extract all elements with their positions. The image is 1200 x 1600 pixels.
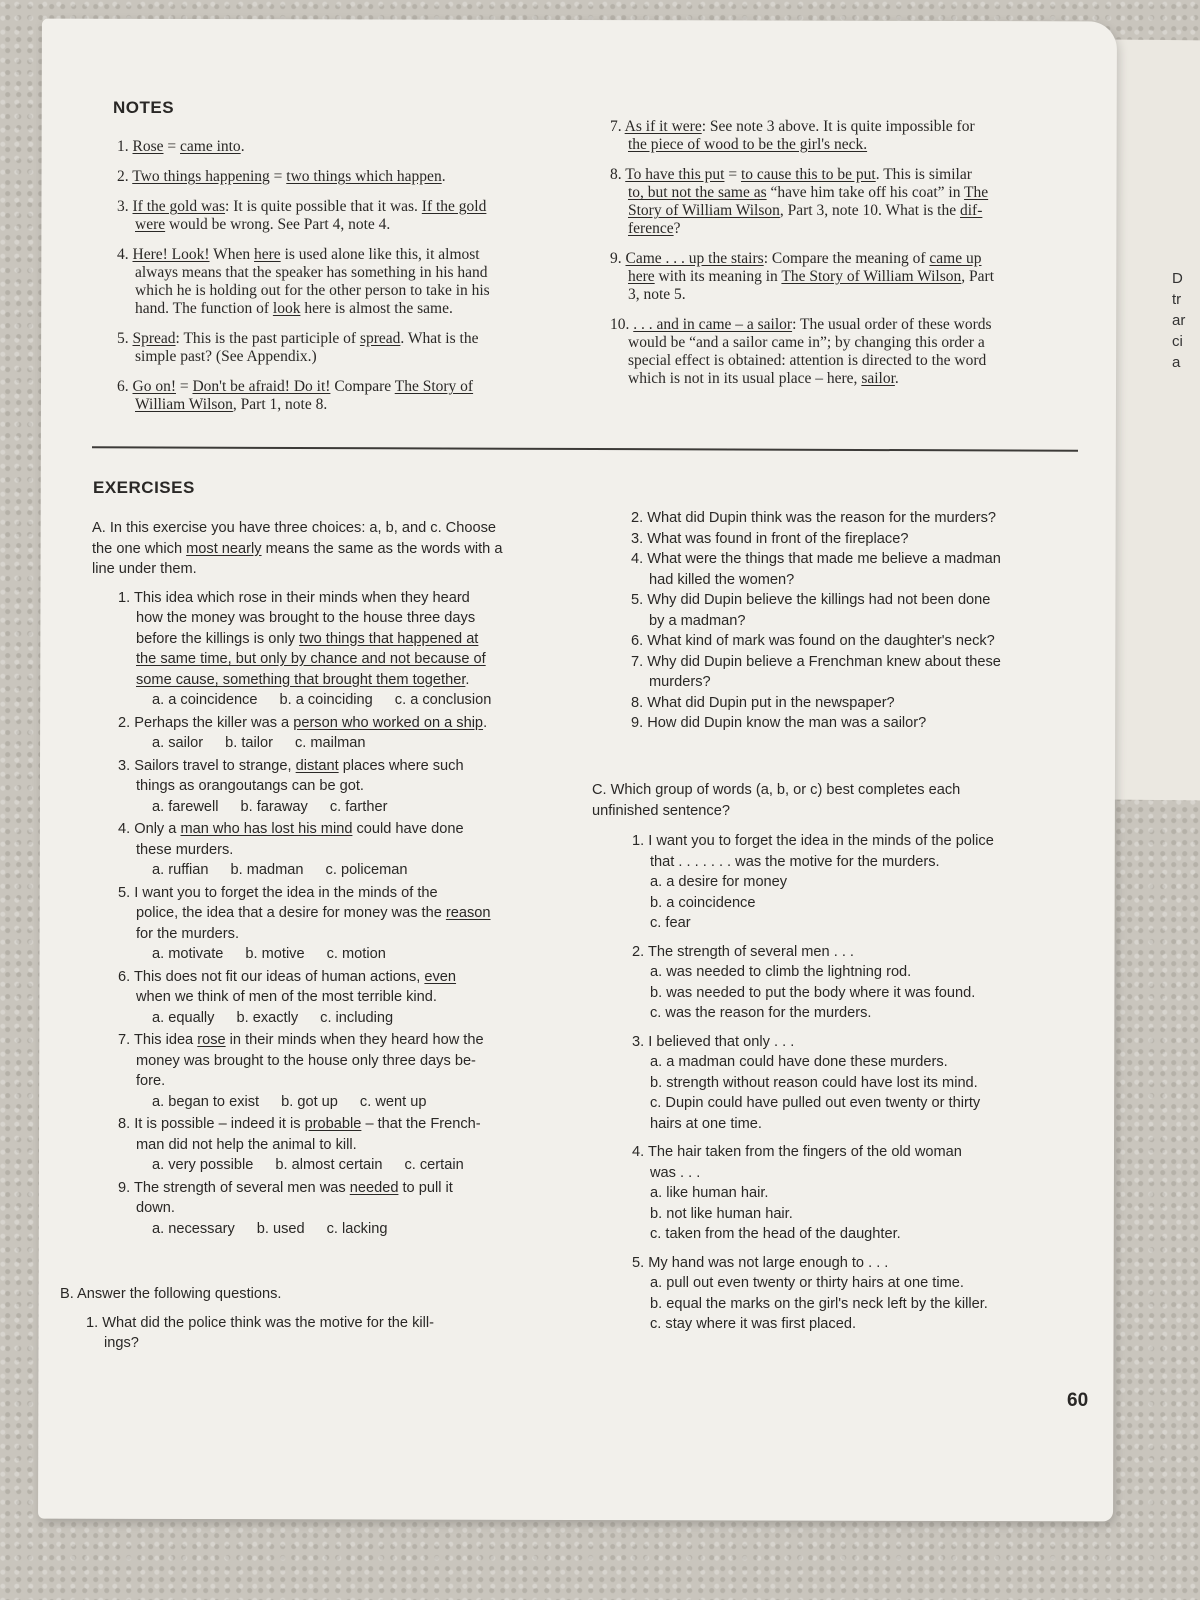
exercise-c-option: c. stay where it was first placed. bbox=[650, 1316, 857, 1332]
note-4: 4. Here! Look! When here is used alone like this, it almost always means that the speaker has something in his hand which he is holding out for the other person to take in his hand. The function of look here is almost the same. bbox=[117, 246, 490, 317]
exercise-a-item-line: 6. This does not fit our ideas of human actions, even bbox=[118, 968, 457, 985]
exercise-a-item-line: things as orangoutangs can be got. bbox=[136, 778, 364, 794]
exercise-b-question: 6. What kind of mark was found on the daughter's neck? bbox=[631, 633, 995, 649]
exercise-a-item bbox=[92, 819, 592, 881]
exercise-b-question: 5. Why did Dupin believe the killings had not been done by a madman? bbox=[631, 592, 991, 629]
exercise-a-item-line: before the killings is only two things that happened at bbox=[136, 630, 479, 647]
exercise-a bbox=[92, 518, 592, 1241]
exercise-a-item bbox=[92, 883, 592, 965]
choice-option: c. went up bbox=[359, 1093, 427, 1110]
exercise-b-intro: B. Answer the following questions. bbox=[60, 1286, 282, 1302]
exercise-b bbox=[60, 1284, 580, 1354]
exercise-a-item-line: 3. Sailors travel to strange, distant places where such bbox=[118, 757, 464, 774]
exercise-c-item: 3. I believed that only . . . a. a madman could have done these murders. b. strength without reason could have lost its mind. c. Dupin could have pulled out even twenty or thirty hairs at one time. bbox=[632, 1032, 1097, 1135]
exercise-a-item-line: how the money was brought to the house three days bbox=[136, 610, 476, 626]
exercise-c-option: c. Dupin could have pulled out even twenty or thirty bbox=[650, 1095, 981, 1111]
exercise-a-choices bbox=[118, 690, 592, 711]
note-2: 2. Two things happening = two things which happen. bbox=[117, 168, 446, 185]
exercise-a-item-line: 1. This idea which rose in their minds when they heard bbox=[118, 589, 470, 606]
exercise-c-option: b. not like human hair. bbox=[650, 1205, 793, 1222]
exercise-a-item bbox=[92, 1030, 592, 1112]
choice-option: c. policeman bbox=[325, 862, 408, 878]
notes-left-column bbox=[117, 138, 587, 414]
exercise-a-item bbox=[92, 756, 592, 818]
exercise-a-choices bbox=[118, 1219, 592, 1240]
exercise-a-item bbox=[92, 967, 592, 1029]
choice-option: a. equally bbox=[152, 1009, 215, 1026]
exercise-b-question: 4. What were the things that made me believe a madman had killed the women? bbox=[631, 551, 1001, 588]
note-3: 3. If the gold was: It is quite possible that it was. If the gold were would be wrong. See Part 4, note 4. bbox=[117, 198, 487, 233]
choice-option: a. motivate bbox=[152, 946, 224, 962]
note-9: 9. Came . . . up the stairs: Compare the meaning of came up here with its meaning in The Story of William Wilson, Part 3, note 5. bbox=[610, 250, 994, 303]
exercise-b-question: 7. Why did Dupin believe a Frenchman knew about these murders? bbox=[631, 653, 1001, 690]
choice-option: c. mailman bbox=[294, 735, 366, 751]
exercise-a-item-line: fore. bbox=[136, 1073, 166, 1089]
choice-option: c. certain bbox=[404, 1157, 464, 1173]
choice-option: b. exactly bbox=[236, 1009, 299, 1026]
exercise-c-option: hairs at one time. bbox=[650, 1115, 762, 1132]
exercise-a-intro: A. In this exercise you have three choices: a, b, and c. Choose the one which most nearly means the same as the words with a line under them. bbox=[92, 520, 503, 577]
exercise-c-option: a. like human hair. bbox=[650, 1185, 769, 1201]
exercise-b-question: 8. What did Dupin put in the newspaper? bbox=[631, 694, 895, 711]
page-number: 60 bbox=[1067, 1390, 1089, 1411]
exercise-a-item-line: 7. This idea rose in their minds when they heard how the bbox=[118, 1032, 484, 1048]
next-page-edge-text: D tr ar ci a bbox=[1172, 270, 1186, 371]
exercises-heading: EXERCISES bbox=[93, 478, 195, 497]
choice-option: b. tailor bbox=[225, 735, 273, 751]
exercise-b-continued bbox=[631, 508, 1101, 734]
exercise-a-items bbox=[92, 588, 592, 1240]
choice-option: b. madman bbox=[230, 862, 304, 878]
note-5: 5. Spread: This is the past participle of spread. What is the simple past? (See Appendix.) bbox=[117, 330, 479, 365]
choice-option: c. farther bbox=[329, 798, 388, 815]
choice-option: a. ruffian bbox=[152, 862, 209, 878]
next-page-edge bbox=[1104, 39, 1200, 800]
exercise-c-option: a. a madman could have done these murders. bbox=[650, 1054, 948, 1070]
exercise-b-question-1: 1. What did the police think was the motive for the kill- ings? bbox=[86, 1314, 434, 1351]
choice-option: c. lacking bbox=[326, 1220, 388, 1237]
choice-option: a. very possible bbox=[152, 1157, 254, 1173]
exercise-a-item-line: the same time, but only by chance and not because of bbox=[136, 651, 486, 667]
exercise-b-question: 9. How did Dupin know the man was a sailor? bbox=[631, 715, 927, 731]
choice-option: b. almost certain bbox=[275, 1157, 383, 1173]
exercise-a-item bbox=[92, 588, 592, 711]
exercise-a-item-line: 8. It is possible – indeed it is probable – that the French- bbox=[118, 1116, 481, 1132]
exercise-c-option: b. equal the marks on the girl's neck left by the killer. bbox=[650, 1295, 988, 1312]
exercise-b-items bbox=[631, 508, 1101, 734]
exercise-a-item-line: man did not help the animal to kill. bbox=[136, 1136, 357, 1153]
choice-option: b. a coinciding bbox=[279, 692, 373, 708]
exercise-c-item: 1. I want you to forget the idea in the minds of the police that . . . . . . . was the motive for the murders. a. a desire for money b. a coincidence c. fear bbox=[632, 831, 1097, 934]
exercise-a-choices bbox=[118, 944, 592, 965]
exercise-b-question: 3. What was found in front of the fireplace? bbox=[631, 530, 909, 547]
exercise-a-item-line: some cause, something that brought them together. bbox=[136, 671, 470, 688]
choice-option: a. farewell bbox=[152, 798, 219, 815]
exercise-c-option: a. a desire for money bbox=[650, 874, 788, 890]
exercise-c-item: 4. The hair taken from the fingers of the old woman was . . . a. like human hair. b. not like human hair. c. taken from the head of the daughter. bbox=[632, 1142, 1097, 1245]
exercise-a-item bbox=[92, 1114, 592, 1176]
exercise-a-item bbox=[92, 713, 592, 754]
note-6: 6. Go on! = Don't be afraid! Do it! Compare The Story of William Wilson, Part 1, note 8. bbox=[117, 378, 474, 413]
exercise-a-choices bbox=[118, 1008, 592, 1029]
exercise-c-items bbox=[592, 831, 1097, 1335]
exercise-c-item: 5. My hand was not large enough to . . . a. pull out even twenty or thirty hairs at one time. b. equal the marks on the girl's neck left by the killer. c. stay where it was first placed. bbox=[632, 1253, 1097, 1335]
exercise-a-item bbox=[92, 1178, 592, 1240]
exercise-b-question: 2. What did Dupin think was the reason for the murders? bbox=[631, 510, 997, 526]
choice-option: a. began to exist bbox=[152, 1093, 260, 1110]
note-7: 7. As if it were: See note 3 above. It is quite impossible for the piece of wood to be the girl's neck. bbox=[610, 118, 975, 153]
exercise-a-item-line: when we think of men of the most terrible kind. bbox=[136, 989, 437, 1005]
exercise-a-item-line: 4. Only a man who has lost his mind could have done bbox=[118, 821, 464, 837]
notes-heading: NOTES bbox=[113, 98, 175, 117]
exercise-c-option: c. was the reason for the murders. bbox=[650, 1005, 872, 1021]
exercise-c-option: b. strength without reason could have lost its mind. bbox=[650, 1074, 978, 1091]
exercise-c-option: a. pull out even twenty or thirty hairs at one time. bbox=[650, 1275, 964, 1291]
exercise-a-choices bbox=[118, 1155, 592, 1176]
choice-option: b. used bbox=[256, 1220, 305, 1237]
note-1: 1. Rose = came into. bbox=[117, 138, 245, 155]
choice-option: c. including bbox=[320, 1009, 394, 1026]
exercise-c-option: b. a coincidence bbox=[650, 894, 756, 911]
exercise-c-option: c. fear bbox=[650, 915, 691, 931]
choice-option: c. a conclusion bbox=[394, 692, 492, 708]
exercise-a-item-line: down. bbox=[136, 1200, 175, 1216]
exercise-c-item: 2. The strength of several men . . . a. was needed to climb the lightning rod. b. was needed to put the body where it was found. c. was the reason for the murders. bbox=[632, 942, 1097, 1024]
exercise-c-option: c. taken from the head of the daughter. bbox=[650, 1226, 901, 1242]
exercise-a-choices bbox=[118, 860, 592, 881]
exercise-a-item-line: money was brought to the house only three days be- bbox=[136, 1052, 476, 1069]
exercise-c-option: a. was needed to climb the lightning rod. bbox=[650, 964, 912, 980]
exercise-a-item-line: 2. Perhaps the killer was a person who worked on a ship. bbox=[118, 714, 488, 731]
exercise-a-choices bbox=[118, 733, 592, 754]
note-10: 10. . . . and in came – a sailor: The usual order of these words would be “and a sailor came in”; by changing this order a special effect is obtained: attention is directed to the word which is not in its usual place – here, sailor. bbox=[610, 316, 992, 387]
exercise-c-intro: C. Which group of words (a, b, or c) best completes each unfinished sentence? bbox=[592, 782, 961, 819]
exercise-a-choices bbox=[118, 797, 592, 818]
note-8: 8. To have this put = to cause this to be put. This is similar to, but not the same as “have him take off his coat” in The Story of William Wilson, Part 3, note 10. What is the dif- ference? bbox=[610, 166, 989, 237]
exercise-a-item-line: these murders. bbox=[136, 841, 234, 858]
exercise-a-item-line: for the murders. bbox=[136, 925, 240, 942]
exercise-a-choices bbox=[118, 1092, 592, 1113]
exercise-c-option: b. was needed to put the body where it was found. bbox=[650, 984, 976, 1001]
exercise-c bbox=[592, 780, 1097, 1343]
exercise-a-item-line: 5. I want you to forget the idea in the minds of the bbox=[118, 884, 438, 901]
notes-right-column bbox=[610, 118, 1090, 388]
choice-option: b. got up bbox=[281, 1093, 338, 1110]
exercise-a-item-line: 9. The strength of several men was needed to pull it bbox=[118, 1179, 453, 1196]
choice-option: a. necessary bbox=[152, 1220, 235, 1237]
exercise-a-item-line: police, the idea that a desire for money was the reason bbox=[136, 905, 491, 921]
choice-option: c. motion bbox=[326, 946, 386, 962]
choice-option: b. faraway bbox=[240, 798, 308, 815]
choice-option: a. sailor bbox=[152, 735, 204, 751]
choice-option: a. a coincidence bbox=[152, 692, 258, 708]
choice-option: b. motive bbox=[245, 946, 305, 962]
